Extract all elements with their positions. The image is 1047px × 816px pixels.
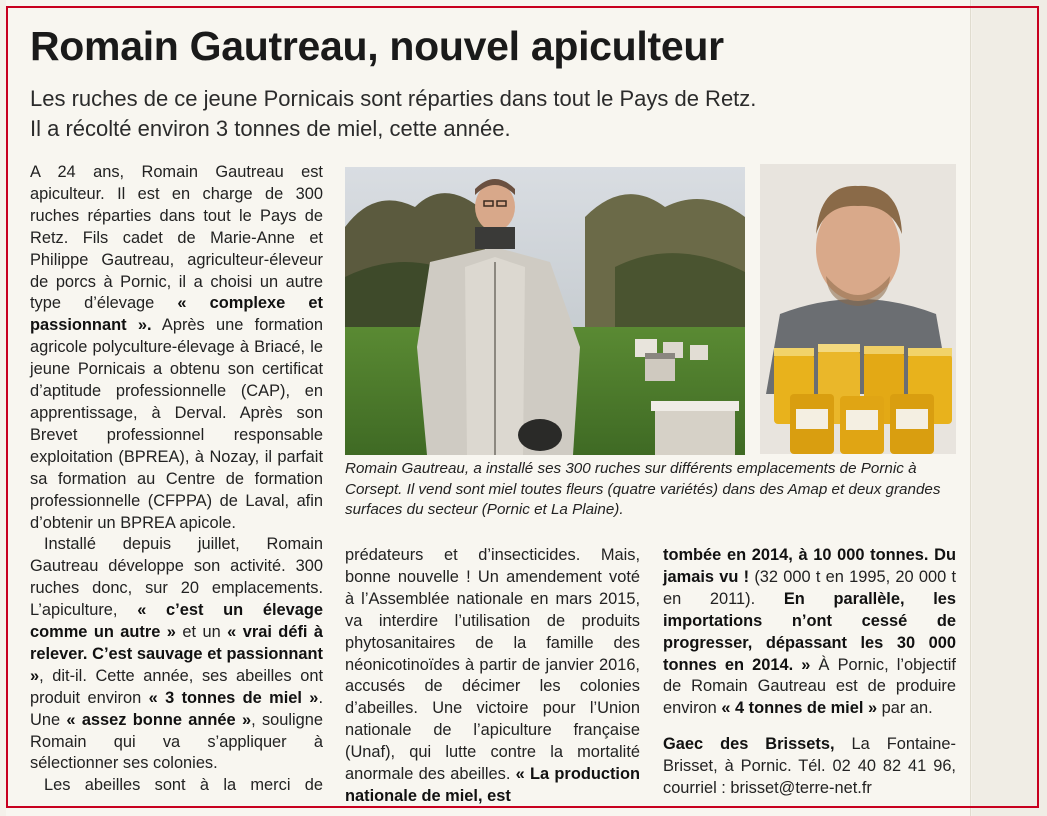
subtitle-line-2: Il a récolté environ 3 tonnes de miel, cette année. — [30, 116, 511, 141]
paragraph-predateurs: prédateurs et d’insecticides. Mais, bonne nouvelle ! Un amendement voté à l’Assemblée nationale en mars 2015, va interdire l’utilisation de produits phytosanitaires de la famille des néonicotinoïdes à partir de janvier 2016, accusés de décimer les colonies d’abeilles. Une victoire pour l’Union nationale de l’apiculture française (Unaf), qui lutte contre la mortalité anormale des abeilles. « La production nationale de miel, est — [345, 546, 641, 805]
paragraph-abeilles: Les abeilles sont à la merci de — [44, 776, 323, 795]
article-subtitle — [30, 84, 930, 144]
photo-caption: Romain Gautreau, a installé ses 300 ruches sur différents emplacements de Pornic à Corsept. Il vend sont miel toutes fleurs (quatre variétés) dans des Amap et deux grandes surfaces du secteur (Pornic et La Plaine). — [345, 460, 941, 519]
quote-elevage: « c’est un élevage comme un autre » — [30, 601, 324, 642]
paragraph-production: tombée en 2014, à 10 000 tonnes. Du jamais vu ! (32 000 t en 1995, 20 000 t en 2011). En parallèle, les importations n’ont cessé de progresser, dépassant les 30 000 tonnes en 2014. » À Pornic, l’objectif de Romain Gautreau est de produire environ « 4 tonnes de miel » par an. — [663, 546, 956, 718]
contact-info — [663, 734, 956, 800]
article-column-1 — [30, 162, 323, 797]
quote-importations: En parallèle, les importations n’ont cessé de progresser, dépassant les 30 000 tonnes en 2014. » — [663, 589, 956, 674]
quote-defi: « vrai défi à relever. C’est sauvage et passionnant » — [30, 623, 324, 685]
page-bleed-right — [972, 0, 1047, 816]
subtitle-line-1: Les ruches de ce jeune Pornicais sont réparties dans tout le Pays de Retz. — [30, 86, 757, 111]
contact-details: La Fontaine-Brisset, à Pornic. Tél. 02 40 82 41 96, courriel : brisset@terre-net.fr — [663, 735, 956, 798]
article-column-2 — [345, 545, 640, 808]
quote-3-tonnes: « 3 tonnes de miel » — [148, 688, 319, 707]
honey-jars-image — [760, 164, 956, 454]
article-title: Romain Gautreau, nouvel apiculteur — [30, 23, 724, 69]
quote-bonne-annee: « assez bonne année » — [66, 710, 252, 729]
paragraph-activity: Installé depuis juillet, Romain Gautreau développe son activité. 300 ruches donc, sur 20 emplacements. L’apiculture, « c’est un élevage comme un autre » et un « vrai défi à relever. C’est sauvage et passionnant », dit-il. Cette année, ses abeilles ont produit environ « 3 tonnes de miel ». Une « assez bonne année », souligne Romain qui va s’appliquer à sélectionner ses colonies. — [30, 535, 324, 773]
quote-complexe: « complexe et passionnant ». — [30, 294, 323, 335]
quote-production: « La production nationale de miel, est — [345, 765, 641, 805]
quote-4-tonnes: « 4 tonnes de miel » — [721, 699, 878, 718]
beekeeper-hives-image — [345, 167, 745, 455]
photo-beekeeper-hives — [345, 167, 745, 455]
contact-name: Gaec des Brissets, — [663, 735, 835, 754]
article-column-3 — [663, 545, 956, 800]
photo-honey-jars — [760, 164, 956, 454]
paragraph-intro: A 24 ans, Romain Gautreau est apiculteur. Il est en charge de 300 ruches réparties dans tout le Pays de Retz. Fils cadet de Marie-Anne et Philippe Gautreau, agriculteur-éleveur de porcs à Pornic, il a choisi un autre type d’élevage « complexe et passionnant ». Après une formation agricole polyculture-élevage à Briacé, le jeune Pornicais a obtenu son certificat d’aptitude professionnelle (CAP), en apprentissage, à Derval. Après son Brevet professionnel responsable exploitation (BPREA), à Nozay, il parfait sa formation au Centre de formation professionnelle (CFPPA) de Laval, afin d’obtenir un BPREA apicole. — [30, 163, 323, 532]
